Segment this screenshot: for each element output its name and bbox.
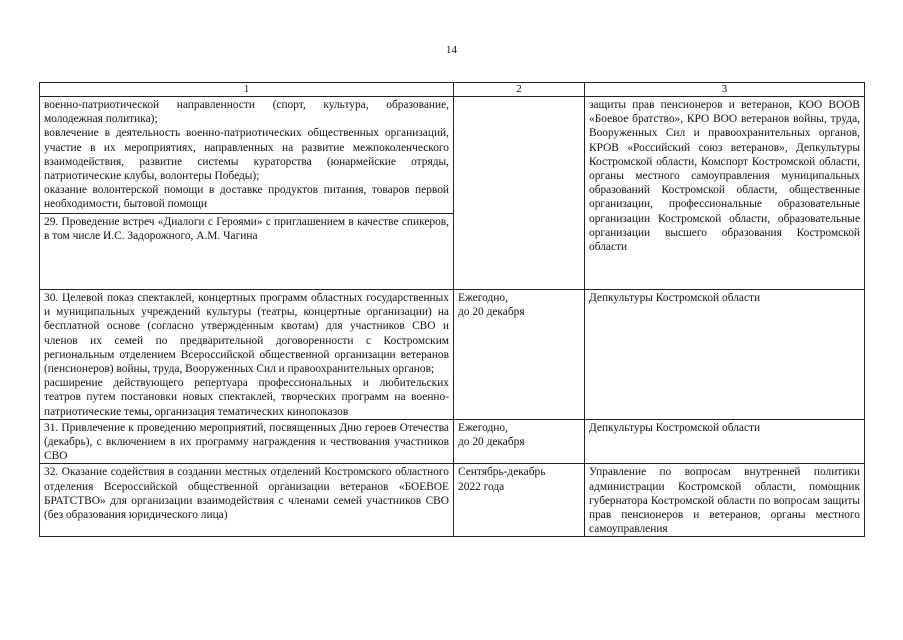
table-header-row: [40, 83, 865, 97]
table-row: [40, 290, 865, 420]
cell-line: до 20 декабря: [458, 306, 525, 319]
table-row: [40, 419, 865, 464]
table-row: [40, 464, 865, 537]
table-cell: [454, 290, 585, 420]
table-cell: [585, 464, 865, 537]
cell-line: Ежегодно,: [458, 421, 508, 434]
cell-line: до 20 декабря: [458, 436, 525, 449]
cell-paragraph: защиты прав пенсионеров и ветеранов, КОО ВООВ «Боевое братство», КРО ВОО ветеранов войны, труда, Вооруженных Сил и правоохранительных органов, КРОВ «Российский союз ветеранов», Депкультуры Костромской области, Комспорт Костромской области, органы местного самоуправления муниципальных образований Костромской области, общественные организации, профессиональные образовательные организации Костромской области, образовательные организации высшего образования Костромской области: [589, 99, 860, 254]
cell-paragraph: военно-патриотической направленности (спорт, культура, образование, молодежная политика);: [44, 99, 449, 126]
plan-table: [39, 82, 865, 537]
cell-paragraph: расширение действующего репертуара профессиональных и любительских театров путем постановки новых спектаклей, творческих программ на военно-патриотические темы, организация тематических кинопоказов: [44, 377, 449, 418]
cell-paragraph: 32. Оказание содействия в создании местных отделений Костромского областного отделения Всероссийской общественной организации ветеранов «БОЕВОЕ БРАТСТВО» для организации взаимодействия с членами семей участников СВО (без образования юридического лица): [44, 466, 449, 522]
cell-line: Сентябрь-декабрь: [458, 466, 546, 479]
cell-paragraph: 30. Целевой показ спектаклей, концертных программ областных государственных и муниципальных учреждений культуры (театры, концертные организации) на бесплатной основе (согласно утвержденным квотам) для участников СВО и членов их семей по предварительной договоренности с Костромским региональным отделением Всероссийской общественной организации ветеранов (пенсионеров) войны, труда, Вооруженных Сил и правоохранительных органов;: [44, 292, 449, 376]
table-cell: Депкультуры Костромской области: [585, 419, 865, 464]
table-cell: [40, 290, 454, 420]
cell-line: Ежегодно,: [458, 292, 508, 304]
cell-paragraph: вовлечение в деятельность военно-патриотических общественных организаций, участие в их мероприятиях, направленных на развитие межпоколенческого взаимодействия, развитие системы кураторства (юнармейские отряды, патриотические клубы, волонтеры Победы);: [44, 127, 449, 183]
sub-row-item-29: [40, 213, 453, 243]
cell-paragraph: Управление по вопросам внутренней политики администрации Костромской области, помощник губернатора Костромской области по вопросам защиты прав пенсионеров и ветеранов, органы местного самоуправления: [589, 466, 860, 536]
table-cell: [585, 97, 865, 290]
table-cell: [40, 464, 454, 537]
page-number: 14: [446, 44, 457, 56]
cell-line: 2022 года: [458, 480, 505, 493]
cell-paragraph: оказание волонтерской помощи в доставке продуктов питания, товаров первой необходимости, бытовой помощи: [44, 184, 449, 211]
table-row: [40, 97, 865, 290]
table-cell: [40, 97, 454, 290]
column-header: 3: [585, 83, 865, 97]
table-cell: Депкультуры Костромской области: [585, 290, 865, 420]
table-cell: [454, 97, 585, 290]
column-header: 1: [40, 83, 454, 97]
table-cell: [454, 464, 585, 537]
column-header: 2: [454, 83, 585, 97]
cell-paragraph: 31. Привлечение к проведению мероприятий, посвященных Дню героев Отечества (декабрь), с включением в их программу награждения и чествования участников СВО: [44, 421, 449, 463]
table-cell: [454, 419, 585, 464]
cell-paragraph: 29. Проведение встреч «Диалоги с Героями» с приглашением в качестве спикеров, в том числе И.С. Задорожного, А.М. Чагина: [44, 215, 449, 242]
table-cell: [40, 419, 454, 464]
